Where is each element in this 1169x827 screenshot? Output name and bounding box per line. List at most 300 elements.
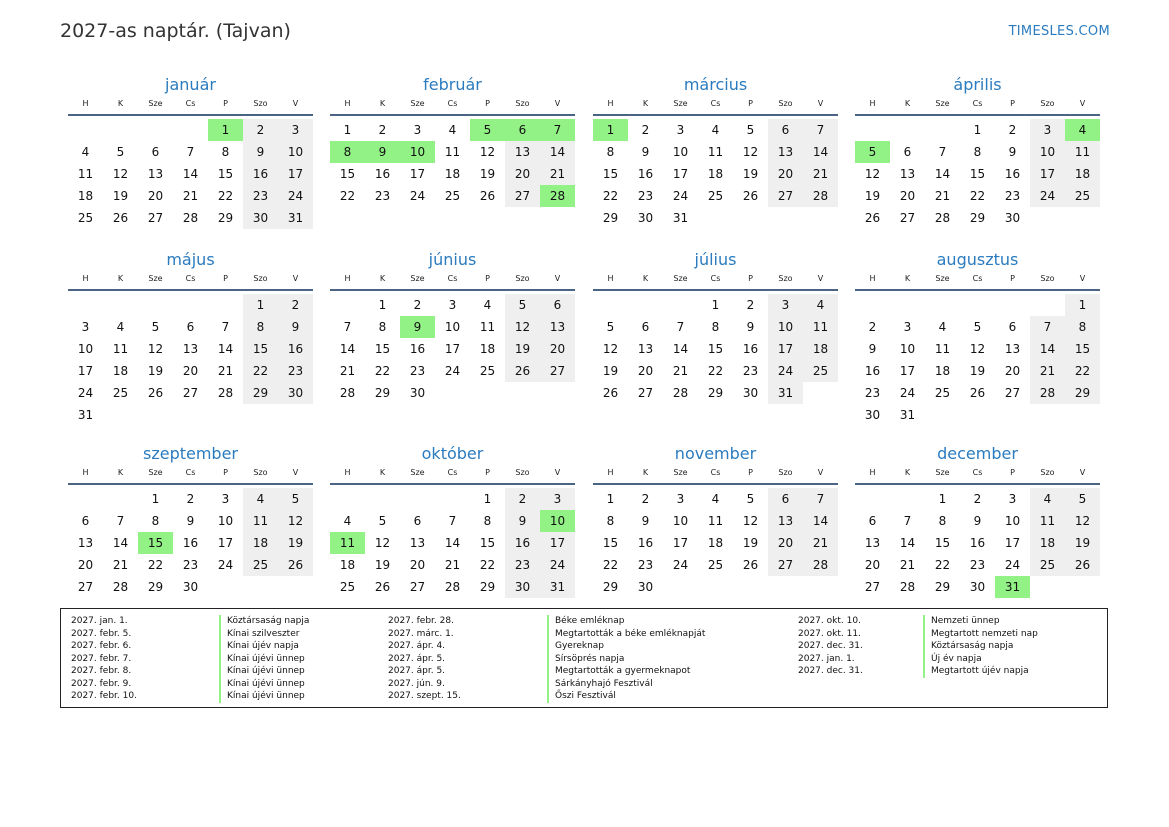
day-cell: 16 (374, 167, 391, 181)
day-cell: 24 (1004, 558, 1021, 572)
weekday-label: K (117, 274, 124, 283)
day-cell: 2 (641, 123, 650, 137)
empty-cell (925, 294, 960, 316)
day-cell: 17 (217, 536, 234, 550)
day-cell: 14 (339, 342, 356, 356)
day-cell: 6 (540, 294, 575, 316)
day-cell: 5 (378, 514, 387, 528)
day-cell: 10 (672, 514, 689, 528)
weekday-label: Szo (778, 468, 793, 477)
weekday-header (68, 96, 313, 116)
day-cell: 4 (711, 123, 720, 137)
day-cell: 1 (1065, 294, 1100, 316)
month-name: augusztus (936, 250, 1019, 269)
day-cell: 26 (479, 189, 496, 203)
holiday-date: 2027. febr. 6. (71, 641, 132, 651)
day-cell: 14 (217, 342, 234, 356)
weekday-label: K (379, 274, 386, 283)
day-cell: 2 (641, 492, 650, 506)
day-cell: 17 (278, 163, 313, 185)
weekday-label: H (344, 99, 351, 108)
holiday-date: 2027. ápr. 5. (388, 653, 446, 664)
day-cell: 11 (803, 316, 838, 338)
holiday-date: 2027. febr. 5. (71, 628, 132, 639)
holiday-date: 2027. márc. 1. (388, 628, 454, 639)
empty-cell (103, 119, 138, 141)
day-cell: 30 (278, 382, 313, 404)
day-cell: 17 (540, 532, 575, 554)
day-cell: 31 (899, 408, 916, 422)
day-cell: 12 (1065, 510, 1100, 532)
weekday-header (330, 465, 575, 485)
holiday-date: 2027. szept. 15. (388, 691, 461, 701)
day-cell: 27 (637, 386, 654, 400)
holiday-name: Őszi Fesztivál (547, 690, 616, 703)
day-cell: 16 (505, 532, 540, 554)
weekday-label: Sze (410, 468, 425, 477)
weekday-label: K (379, 468, 386, 477)
holiday-day-cell: 1 (208, 119, 243, 141)
day-cell: 13 (77, 536, 94, 550)
day-cell: 26 (864, 211, 881, 225)
month-1 (68, 74, 313, 229)
day-cell: 7 (221, 320, 230, 334)
holiday-date: 2027. febr. 28. (388, 616, 454, 626)
day-cell: 31 (77, 408, 94, 422)
day-cell: 8 (973, 145, 982, 159)
day-cell: 30 (637, 580, 654, 594)
day-cell: 29 (969, 211, 986, 225)
day-cell: 9 (505, 510, 540, 532)
weekday-label: Sze (673, 274, 688, 283)
day-cell: 21 (112, 558, 129, 572)
day-cell: 24 (768, 360, 803, 382)
empty-cell (103, 488, 138, 510)
day-cell: 3 (540, 488, 575, 510)
day-cell: 9 (641, 514, 650, 528)
day-cell: 23 (637, 189, 654, 203)
day-cell: 23 (637, 558, 654, 572)
day-cell: 8 (606, 145, 615, 159)
day-cell: 28 (112, 580, 129, 594)
weekday-label: V (817, 99, 824, 108)
weekday-label: Sze (673, 99, 688, 108)
day-cell: 20 (899, 189, 916, 203)
weekday-label: V (817, 274, 824, 283)
weekday-label: Szo (253, 99, 268, 108)
day-cell: 16 (637, 536, 654, 550)
day-cell: 2 (186, 492, 195, 506)
day-cell: 23 (505, 554, 540, 576)
day-cell: 26 (602, 386, 619, 400)
month-7 (593, 249, 838, 404)
day-cell: 10 (444, 320, 461, 334)
day-cell: 20 (77, 558, 94, 572)
day-cell: 27 (409, 580, 426, 594)
day-cell: 24 (217, 558, 234, 572)
day-cell: 9 (868, 342, 877, 356)
day-cell: 28 (899, 580, 916, 594)
weekday-label: P (748, 99, 753, 108)
day-cell: 21 (672, 364, 689, 378)
day-cell: 8 (221, 145, 230, 159)
day-cell: 21 (540, 163, 575, 185)
day-cell: 13 (637, 342, 654, 356)
weekday-label: K (642, 99, 649, 108)
day-cell: 22 (707, 364, 724, 378)
holiday-date: 2027. ápr. 5. (388, 666, 446, 676)
month-9 (68, 443, 313, 598)
holiday-name: Sárkányhajó Fesztivál (547, 678, 653, 691)
day-cell: 24 (444, 364, 461, 378)
holiday-day-cell: 7 (540, 119, 575, 141)
day-cell: 20 (182, 364, 199, 378)
holiday-name: Kínai szilveszter (219, 628, 299, 641)
day-cell: 8 (606, 514, 615, 528)
day-cell: 4 (1030, 488, 1065, 510)
day-cell: 7 (903, 514, 912, 528)
day-cell: 1 (606, 492, 615, 506)
day-cell: 10 (217, 514, 234, 528)
day-cell: 14 (1030, 338, 1065, 360)
holiday-name: Béke emléknap (547, 615, 625, 628)
page-title: 2027-as naptár. (Tajvan) (60, 20, 291, 42)
day-cell: 29 (217, 211, 234, 225)
day-cell: 23 (278, 360, 313, 382)
weekday-label: Szo (1040, 274, 1055, 283)
day-cell: 22 (934, 558, 951, 572)
day-cell: 30 (637, 211, 654, 225)
day-cell: 27 (864, 580, 881, 594)
day-cell: 20 (768, 532, 803, 554)
weekday-label: P (1010, 99, 1015, 108)
holiday-name: Megtartott újév napja (923, 665, 1029, 678)
weekday-label: P (748, 274, 753, 283)
weekday-label: K (904, 468, 911, 477)
day-cell: 7 (116, 514, 125, 528)
day-cell: 6 (81, 514, 90, 528)
day-cell: 21 (339, 364, 356, 378)
day-cell: 12 (374, 536, 391, 550)
day-cell: 17 (899, 364, 916, 378)
day-cell: 24 (672, 558, 689, 572)
day-cell: 25 (77, 211, 94, 225)
weekday-label: V (292, 99, 299, 108)
day-grid (855, 488, 1100, 598)
brand-link[interactable]: TIMESLES.COM (1008, 24, 1110, 39)
empty-cell (890, 488, 925, 510)
day-cell: 13 (768, 141, 803, 163)
empty-cell (173, 294, 208, 316)
day-cell: 29 (1065, 382, 1100, 404)
day-cell: 10 (1004, 514, 1021, 528)
day-cell: 5 (116, 145, 125, 159)
day-grid (330, 119, 575, 207)
day-cell: 8 (1065, 316, 1100, 338)
weekday-label: P (485, 274, 490, 283)
day-cell: 26 (1065, 554, 1100, 576)
day-cell: 22 (1065, 360, 1100, 382)
weekday-label: V (292, 274, 299, 283)
day-cell: 19 (864, 189, 881, 203)
holiday-day-cell: 6 (505, 119, 540, 141)
day-cell: 25 (707, 189, 724, 203)
day-grid (68, 488, 313, 598)
holiday-day-cell: 31 (995, 576, 1030, 598)
month-name: július (694, 250, 737, 269)
day-cell: 10 (77, 342, 94, 356)
day-cell: 16 (182, 536, 199, 550)
weekday-label: H (869, 468, 876, 477)
day-cell: 22 (147, 558, 164, 572)
day-cell: 9 (746, 320, 755, 334)
empty-cell (855, 294, 890, 316)
holiday-name: Új év napja (923, 653, 982, 666)
day-cell: 28 (803, 185, 838, 207)
weekday-label: Cs (710, 468, 721, 477)
day-cell: 29 (243, 382, 278, 404)
weekday-label: Szo (253, 274, 268, 283)
day-cell: 22 (602, 558, 619, 572)
day-cell: 14 (803, 510, 838, 532)
day-cell: 2 (505, 488, 540, 510)
day-grid (593, 294, 838, 404)
month-10 (330, 443, 575, 598)
month-3 (593, 74, 838, 229)
day-grid (593, 119, 838, 229)
day-grid (330, 488, 575, 598)
day-cell: 12 (278, 510, 313, 532)
holiday-day-cell: 10 (540, 510, 575, 532)
day-cell: 22 (217, 189, 234, 203)
empty-cell (365, 488, 400, 510)
day-cell: 18 (339, 558, 356, 572)
month-name: március (683, 75, 748, 94)
holiday-name: Sírsöprés napja (547, 653, 624, 666)
month-name: január (165, 75, 216, 94)
holiday-name: Megtartották a gyermeknapot (547, 665, 690, 678)
weekday-label: Sze (935, 468, 950, 477)
day-cell: 31 (672, 211, 689, 225)
day-cell: 22 (969, 189, 986, 203)
weekday-label: Sze (148, 274, 163, 283)
holiday-date: 2027. ápr. 4. (388, 641, 446, 651)
day-cell: 12 (602, 342, 619, 356)
day-cell: 16 (1004, 167, 1021, 181)
day-cell: 9 (278, 316, 313, 338)
day-cell: 16 (742, 342, 759, 356)
weekday-label: Cs (710, 99, 721, 108)
weekday-label: Szo (1040, 99, 1055, 108)
day-cell: 25 (803, 360, 838, 382)
day-cell: 15 (602, 167, 619, 181)
weekday-label: V (817, 468, 824, 477)
day-cell: 13 (768, 510, 803, 532)
day-cell: 11 (243, 510, 278, 532)
weekday-label: K (904, 274, 911, 283)
day-cell: 29 (147, 580, 164, 594)
day-cell: 13 (1004, 342, 1021, 356)
weekday-label: V (1079, 274, 1086, 283)
day-cell: 17 (409, 167, 426, 181)
day-cell: 27 (1004, 386, 1021, 400)
day-cell: 7 (186, 145, 195, 159)
day-cell: 8 (243, 316, 278, 338)
day-cell: 19 (479, 167, 496, 181)
day-cell: 18 (1030, 532, 1065, 554)
day-cell: 12 (864, 167, 881, 181)
day-cell: 3 (221, 492, 230, 506)
day-cell: 28 (672, 386, 689, 400)
day-cell: 14 (444, 536, 461, 550)
day-cell: 19 (112, 189, 129, 203)
day-cell: 30 (1004, 211, 1021, 225)
day-cell: 5 (151, 320, 160, 334)
day-cell: 17 (672, 536, 689, 550)
weekday-label: Sze (410, 274, 425, 283)
weekday-label: K (379, 99, 386, 108)
day-cell: 28 (803, 554, 838, 576)
day-cell: 11 (934, 342, 951, 356)
day-cell: 9 (186, 514, 195, 528)
day-cell: 18 (1065, 163, 1100, 185)
empty-cell (138, 119, 173, 141)
empty-cell (593, 294, 628, 316)
day-cell: 29 (707, 386, 724, 400)
weekday-label: K (642, 274, 649, 283)
weekday-label: H (607, 274, 614, 283)
day-cell: 27 (147, 211, 164, 225)
day-cell: 18 (77, 189, 94, 203)
day-cell: 12 (742, 145, 759, 159)
day-cell: 9 (973, 514, 982, 528)
day-cell: 18 (243, 532, 278, 554)
weekday-label: H (869, 99, 876, 108)
day-cell: 1 (243, 294, 278, 316)
empty-cell (400, 488, 435, 510)
weekday-label: Szo (778, 274, 793, 283)
day-cell: 22 (374, 364, 391, 378)
weekday-label: Sze (148, 99, 163, 108)
holiday-name: Gyereknap (547, 640, 604, 653)
weekday-header (855, 465, 1100, 485)
day-cell: 21 (899, 558, 916, 572)
day-cell: 17 (768, 338, 803, 360)
day-cell: 16 (243, 163, 278, 185)
empty-cell (663, 294, 698, 316)
weekday-header (68, 271, 313, 291)
day-cell: 25 (444, 189, 461, 203)
day-cell: 8 (711, 320, 720, 334)
weekday-header (593, 96, 838, 116)
day-cell: 11 (707, 145, 724, 159)
day-cell: 19 (742, 167, 759, 181)
day-cell: 4 (116, 320, 125, 334)
day-cell: 18 (444, 167, 461, 181)
day-cell: 12 (505, 316, 540, 338)
day-grid (68, 119, 313, 229)
empty-cell (68, 119, 103, 141)
day-cell: 17 (672, 167, 689, 181)
day-cell: 26 (969, 386, 986, 400)
day-cell: 25 (479, 364, 496, 378)
day-cell: 13 (409, 536, 426, 550)
day-cell: 17 (1004, 536, 1021, 550)
month-8 (855, 249, 1100, 426)
day-cell: 7 (803, 488, 838, 510)
holiday-name: Kínai újévi ünnep (219, 665, 305, 678)
day-cell: 12 (969, 342, 986, 356)
day-cell: 15 (934, 536, 951, 550)
day-cell: 7 (938, 145, 947, 159)
weekday-header (855, 271, 1100, 291)
holiday-date: 2027. jan. 1. (71, 616, 128, 626)
empty-cell (173, 119, 208, 141)
holiday-name: Kínai újévi ünnep (219, 653, 305, 666)
day-cell: 21 (217, 364, 234, 378)
day-cell: 6 (641, 320, 650, 334)
day-grid (68, 294, 313, 426)
day-cell: 20 (540, 338, 575, 360)
weekday-label: Sze (410, 99, 425, 108)
weekday-label: P (485, 468, 490, 477)
day-cell: 5 (1065, 488, 1100, 510)
weekday-label: Cs (972, 468, 983, 477)
holiday-date: 2027. febr. 10. (71, 691, 137, 701)
day-cell: 30 (243, 207, 278, 229)
holiday-name: Megtartott nemzeti nap (923, 628, 1038, 641)
month-6 (330, 249, 575, 404)
day-cell: 4 (803, 294, 838, 316)
month-name: december (937, 444, 1018, 463)
weekday-label: K (117, 99, 124, 108)
day-cell: 19 (147, 364, 164, 378)
weekday-label: P (485, 99, 490, 108)
holiday-name: Nemzeti ünnep (923, 615, 1000, 628)
day-cell: 24 (278, 185, 313, 207)
day-cell: 4 (448, 123, 457, 137)
day-cell: 9 (641, 145, 650, 159)
day-cell: 27 (768, 185, 803, 207)
day-cell: 1 (973, 123, 982, 137)
weekday-header (855, 96, 1100, 116)
day-cell: 18 (934, 364, 951, 378)
weekday-label: P (748, 468, 753, 477)
day-cell: 4 (243, 488, 278, 510)
day-cell: 25 (1030, 554, 1065, 576)
day-cell: 4 (81, 145, 90, 159)
weekday-header (330, 271, 575, 291)
day-cell: 28 (444, 580, 461, 594)
day-cell: 22 (479, 558, 496, 572)
day-cell: 21 (803, 163, 838, 185)
day-cell: 6 (151, 145, 160, 159)
day-cell: 23 (864, 386, 881, 400)
weekday-label: Szo (515, 274, 530, 283)
day-cell: 26 (742, 558, 759, 572)
weekday-label: V (554, 99, 561, 108)
day-cell: 3 (413, 123, 422, 137)
day-grid (855, 294, 1100, 426)
day-cell: 2 (243, 119, 278, 141)
day-cell: 28 (934, 211, 951, 225)
day-cell: 21 (1030, 360, 1065, 382)
day-cell: 30 (182, 580, 199, 594)
holiday-date: 2027. febr. 7. (71, 653, 132, 664)
day-cell: 13 (899, 167, 916, 181)
day-cell: 1 (343, 123, 352, 137)
day-cell: 16 (409, 342, 426, 356)
